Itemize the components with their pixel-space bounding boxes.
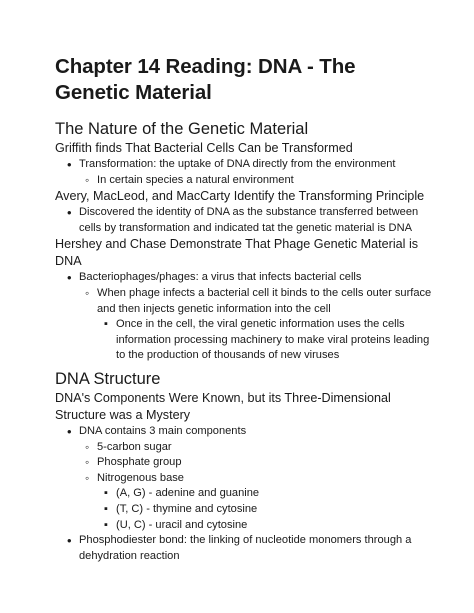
bullet-circle-icon [85,173,89,190]
list-item: ◦ When phage infects a bacterial cell it binds to the cells outer surface and then injects genetic information into the cell [55,286,434,317]
list-item: • Transformation: the uptake of DNA directly from the environment [55,157,434,173]
list-item: ◦ Nitrogenous base [55,471,434,487]
bullet-circle-icon [85,471,89,488]
list-item: ▪ (T, C) - thymine and cytosine [55,502,434,518]
bullet-circle-icon [85,286,89,303]
subsection-heading: Hershey and Chase Demonstrate That Phage Genetic Material is DNA [55,237,419,269]
list-item: • Bacteriophages/phages: a virus that infects bacterial cells [55,270,434,286]
subsection-heading: DNA's Components Were Known, but its Three-Dimensional Structure was a Mystery [55,390,391,422]
list-item: ▪ Once in the cell, the viral genetic information uses the cells information processing machinery to make viral proteins leading to the production of thousands of new viruses [55,317,434,364]
section-heading: The Nature of the Genetic Material [55,120,309,138]
document-title: Chapter 14 Reading: DNA - The Genetic Material [55,55,356,104]
bullet-square-icon [104,518,108,534]
bullet-list [55,270,434,364]
list-item: • DNA contains 3 main components [55,424,434,440]
bullet-list [55,157,434,188]
bullet-square-icon [104,502,108,518]
list-item: ◦ 5-carbon sugar [55,440,434,456]
bullet-list [55,205,434,236]
subsection-heading: Griffith finds That Bacterial Cells Can be Transformed [55,141,353,155]
subsection-heading: Avery, MacLeod, and MacCarty Identify the Transforming Principle [55,189,425,204]
bullet-square-icon [104,486,108,502]
bullet-square-icon [104,317,108,333]
bullet-disc-icon [67,533,72,551]
list-item: • Phosphodiester bond: the linking of nucleotide monomers through a dehydration reaction [55,533,434,564]
bullet-circle-icon [85,455,89,472]
list-item: ▪ (A, G) - adenine and guanine [55,486,434,502]
list-item: ◦ Phosphate group [55,455,434,471]
section-heading: DNA Structure [55,369,161,388]
bullet-disc-icon [67,205,72,223]
list-item: ▪ (U, C) - uracil and cytosine [55,518,434,534]
list-item: ◦ In certain species a natural environment [55,173,434,189]
bullet-circle-icon [85,440,89,457]
bullet-list [55,424,434,564]
list-item: • Discovered the identity of DNA as the substance transferred between cells by transformation and indicated tat the genetic material is DNA [55,205,434,236]
